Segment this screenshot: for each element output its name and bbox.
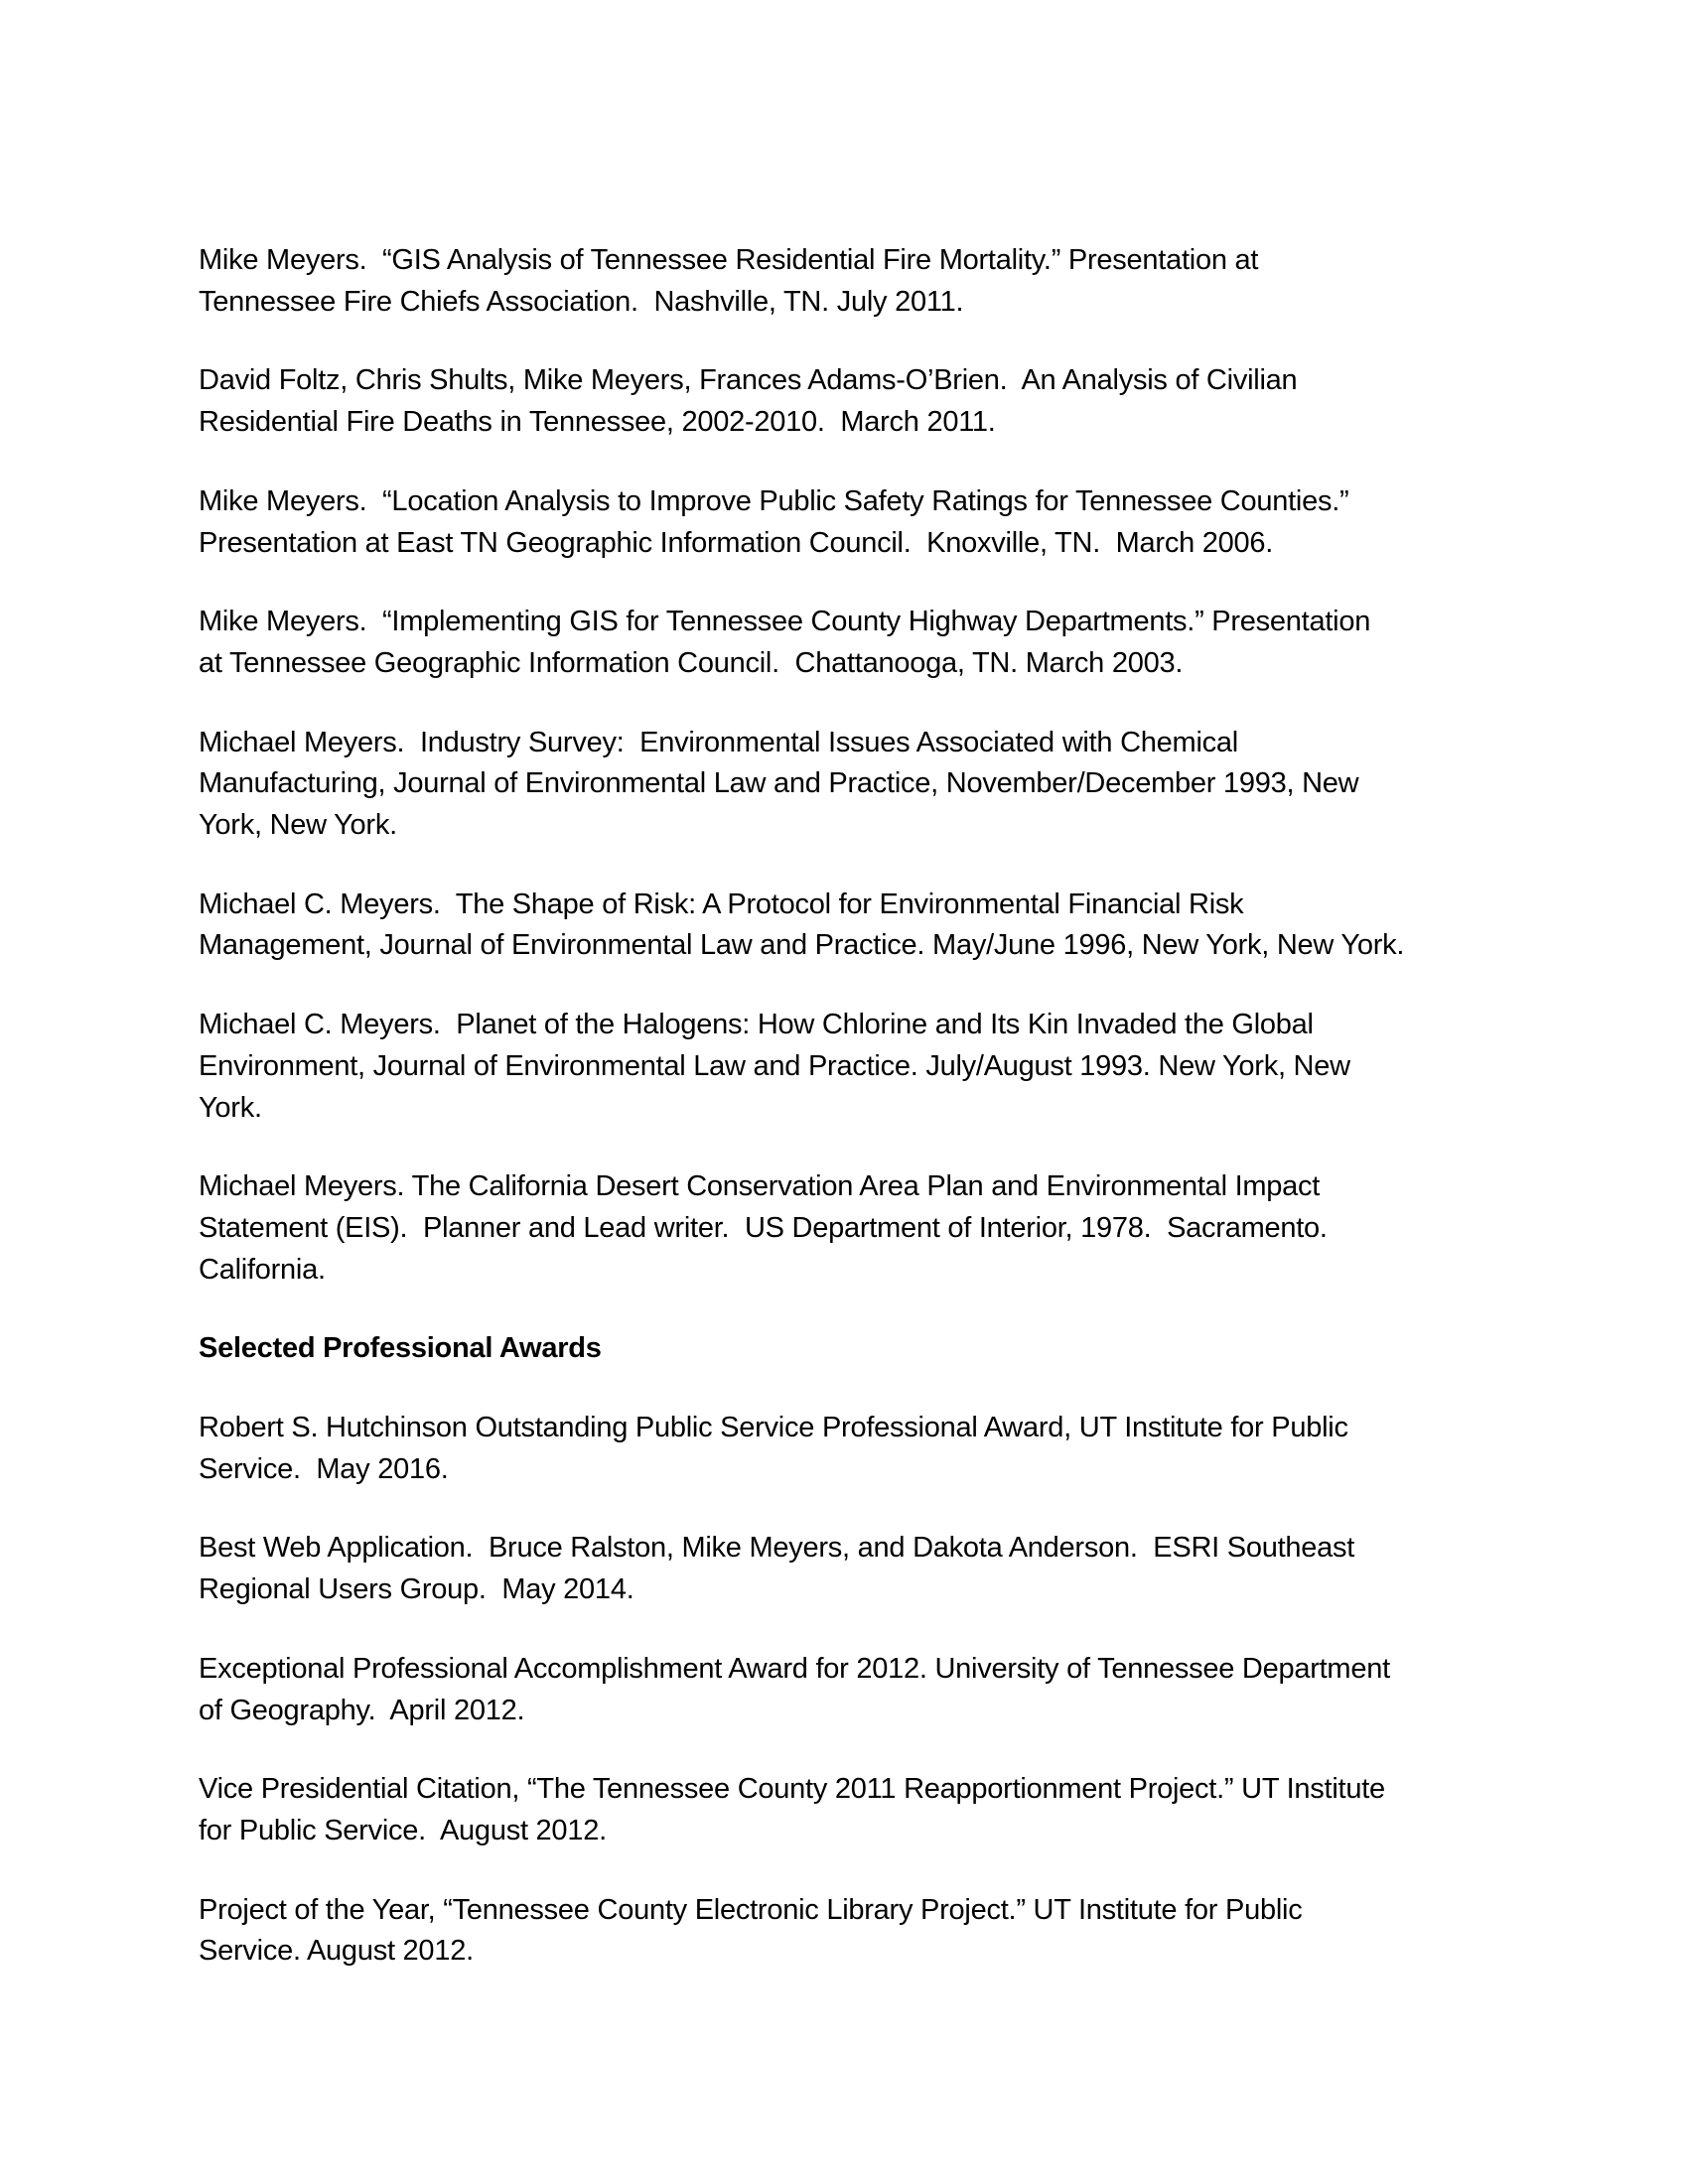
text-line: York. [199, 1091, 262, 1124]
publication-item [199, 481, 1609, 564]
text-line: Residential Fire Deaths in Tennessee, 2002-2010. March 2011. [199, 406, 996, 439]
text-line: Service. August 2012. [199, 1935, 474, 1968]
document-content [199, 240, 1609, 2010]
text-line: Michael Meyers. The California Desert Conservation Area Plan and Environmental Impact [199, 1170, 1321, 1203]
publication-item [199, 723, 1609, 847]
text-line: Statement (EIS). Planner and Lead writer. US Department of Interior, 1978. Sacramento. [199, 1211, 1328, 1244]
text-line: Michael Meyers. Industry Survey: Environmental Issues Associated with Chemical [199, 726, 1238, 758]
text-line: Exceptional Professional Accomplishment Award for 2012. University of Tennessee Department [199, 1652, 1390, 1685]
text-line: Michael C. Meyers. Planet of the Halogens: How Chlorine and Its Kin Invaded the Global [199, 1009, 1314, 1041]
awards-heading [199, 1328, 1609, 1370]
publication-item [199, 1166, 1609, 1291]
publication-item [199, 360, 1609, 443]
text-line: Robert S. Hutchinson Outstanding Public Service Professional Award, UT Institute for Public [199, 1412, 1348, 1444]
publication-item [199, 240, 1609, 323]
text-line: Mike Meyers. “GIS Analysis of Tennessee Residential Fire Mortality.” Presentation at [199, 244, 1259, 276]
text-line: Environment, Journal of Environmental Law and Practice. July/August 1993. New York, New [199, 1049, 1350, 1082]
text-line: York, New York. [199, 809, 397, 842]
publication-item [199, 885, 1609, 967]
text-line: Mike Meyers. “Implementing GIS for Tennessee County Highway Departments.” Presentation [199, 606, 1371, 638]
text-line: Service. May 2016. [199, 1452, 449, 1485]
text-line: Regional Users Group. May 2014. [199, 1573, 634, 1606]
text-line: Presentation at East TN Geographic Information Council. Knoxville, TN. March 2006. [199, 526, 1274, 559]
award-item [199, 1408, 1609, 1490]
award-item [199, 1528, 1609, 1610]
text-line: for Public Service. August 2012. [199, 1814, 607, 1846]
text-line: California. [199, 1253, 326, 1286]
award-item [199, 1649, 1609, 1731]
award-item [199, 1769, 1609, 1851]
text-line: Mike Meyers. “Location Analysis to Improve Public Safety Ratings for Tennessee Counties.” [199, 484, 1349, 517]
text-line: David Foltz, Chris Shults, Mike Meyers, Frances Adams-O’Brien. An Analysis of Civilian [199, 364, 1298, 397]
text-line: Project of the Year, “Tennessee County Electronic Library Project.” UT Institute for Public [199, 1893, 1303, 1926]
text-line: Manufacturing, Journal of Environmental Law and Practice, November/December 1993, New [199, 767, 1359, 800]
text-line: Michael C. Meyers. The Shape of Risk: A Protocol for Environmental Financial Risk [199, 887, 1244, 920]
text-line: of Geography. April 2012. [199, 1694, 525, 1726]
publication-item [199, 1005, 1609, 1129]
text-line: Tennessee Fire Chiefs Association. Nashville, TN. July 2011. [199, 285, 964, 318]
heading-text: Selected Professional Awards [199, 1332, 602, 1365]
text-line: Best Web Application. Bruce Ralston, Mike Meyers, and Dakota Anderson. ESRI Southeast [199, 1532, 1355, 1565]
text-line: Vice Presidential Citation, “The Tennessee County 2011 Reapportionment Project.” UT Institute [199, 1773, 1385, 1806]
award-item [199, 1890, 1609, 1973]
text-line: Management, Journal of Environmental Law and Practice. May/June 1996, New York, New York. [199, 929, 1405, 962]
text-line: at Tennessee Geographic Information Council. Chattanooga, TN. March 2003. [199, 646, 1184, 679]
publication-item [199, 602, 1609, 684]
